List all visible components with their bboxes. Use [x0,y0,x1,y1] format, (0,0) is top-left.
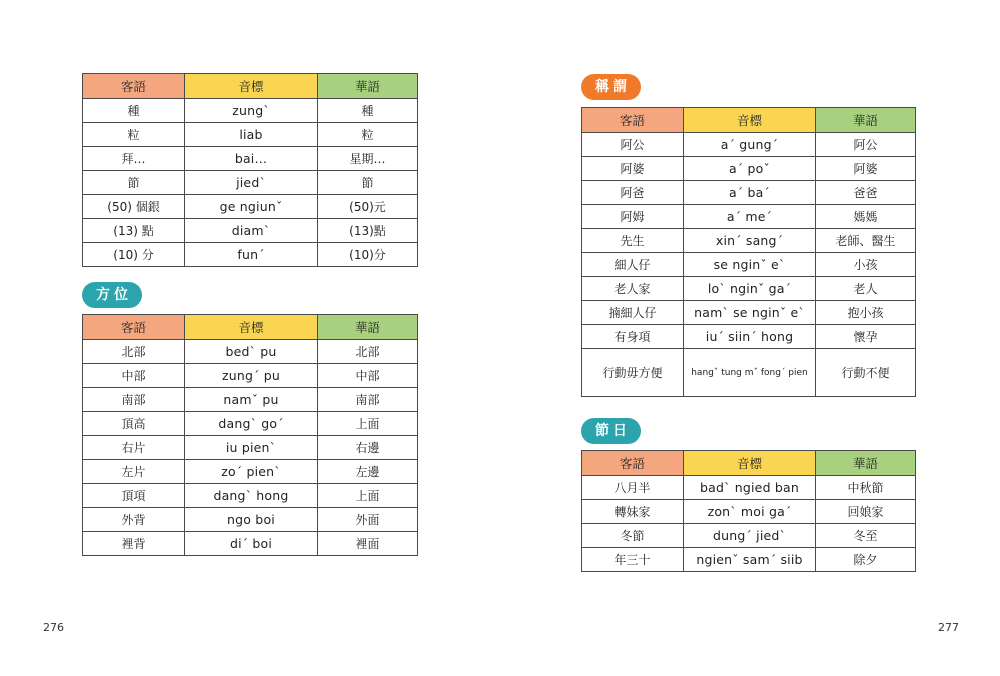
table-row [83,219,418,243]
table-row [582,548,916,572]
cell-hakka: 揇細人仔 [582,301,684,325]
cell-phonetic: liab [185,123,318,147]
cell-hakka: 阿爸 [582,181,684,205]
cell-mandarin: 小孩 [816,253,916,277]
cell-mandarin: 南部 [318,388,418,412]
page-number-left: 276 [43,621,64,634]
cell-phonetic: zoˊ pien` [185,460,318,484]
table-row [582,277,916,301]
cell-phonetic: bed` pu [185,340,318,364]
cell-phonetic: diam` [185,219,318,243]
cell-phonetic: xinˊ sangˊ [684,229,816,253]
table-row [83,436,418,460]
table-row [582,325,916,349]
vocab-table-measure-words [82,73,418,267]
header-hakka: 客語 [582,108,684,133]
cell-hakka: 節 [83,171,185,195]
table-row [83,243,418,267]
cell-mandarin: 媽媽 [816,205,916,229]
cell-hakka: (50) 個銀 [83,195,185,219]
cell-mandarin: 星期… [318,147,418,171]
cell-phonetic: namˇ pu [185,388,318,412]
cell-phonetic: hangˇ tung mˇ fongˊ pien [684,349,816,397]
table-row [83,99,418,123]
cell-mandarin: 阿婆 [816,157,916,181]
table-row [83,460,418,484]
table-row [83,532,418,556]
table-row [83,364,418,388]
table-row [83,412,418,436]
cell-phonetic: ge ngiunˇ [185,195,318,219]
header-mandarin: 華語 [816,451,916,476]
cell-hakka: 老人家 [582,277,684,301]
cell-mandarin: 老師、醫生 [816,229,916,253]
header-mandarin: 華語 [318,74,418,99]
cell-hakka: 先生 [582,229,684,253]
cell-phonetic: jied` [185,171,318,195]
cell-phonetic: bai… [185,147,318,171]
cell-phonetic: ngienˇ samˊ siib [684,548,816,572]
cell-phonetic: dang` goˊ [185,412,318,436]
table-row [83,340,418,364]
table-row [83,171,418,195]
cell-hakka: 拜… [83,147,185,171]
cell-phonetic: dungˊ jied` [684,524,816,548]
cell-hakka: 行動毋方便 [582,349,684,397]
cell-phonetic: ngo boi [185,508,318,532]
cell-phonetic: dang` hong [185,484,318,508]
table-row [582,301,916,325]
header-mandarin: 華語 [318,315,418,340]
section-title-holidays: 節日 [581,418,641,444]
cell-hakka: (10) 分 [83,243,185,267]
cell-mandarin: 粒 [318,123,418,147]
cell-mandarin: 中秋節 [816,476,916,500]
table-row [83,484,418,508]
cell-hakka: 頂高 [83,412,185,436]
cell-hakka: 細人仔 [582,253,684,277]
cell-mandarin: 上面 [318,412,418,436]
cell-phonetic: zung` [185,99,318,123]
cell-hakka: 中部 [83,364,185,388]
cell-mandarin: 回娘家 [816,500,916,524]
cell-mandarin: 右邊 [318,436,418,460]
header-mandarin: 華語 [816,108,916,133]
cell-mandarin: 老人 [816,277,916,301]
cell-hakka: 八月半 [582,476,684,500]
table-row [83,195,418,219]
cell-phonetic: aˊ baˊ [684,181,816,205]
table-row [582,229,916,253]
cell-mandarin: 阿公 [816,133,916,157]
header-phonetic: 音標 [684,451,816,476]
cell-mandarin: 冬至 [816,524,916,548]
table-row [582,181,916,205]
table-row [582,157,916,181]
header-hakka: 客語 [83,315,185,340]
cell-phonetic: funˊ [185,243,318,267]
table-row [582,476,916,500]
table-row [582,205,916,229]
cell-mandarin: 種 [318,99,418,123]
cell-phonetic: aˊ gungˊ [684,133,816,157]
cell-phonetic: bad` ngied ban [684,476,816,500]
table-row [582,349,916,397]
cell-mandarin: (50)元 [318,195,418,219]
cell-phonetic: diˊ boi [185,532,318,556]
header-phonetic: 音標 [185,74,318,99]
section-title-kinship-terms: 稱謂 [581,74,641,100]
cell-hakka: 右片 [83,436,185,460]
vocab-table-kinship-terms [581,107,916,397]
cell-phonetic: nam` se nginˇ e` [684,301,816,325]
cell-hakka: 年三十 [582,548,684,572]
table-row [582,500,916,524]
cell-hakka: 頂項 [83,484,185,508]
table-row [582,524,916,548]
cell-mandarin: 裡面 [318,532,418,556]
cell-hakka: 有身項 [582,325,684,349]
header-phonetic: 音標 [684,108,816,133]
cell-mandarin: (13)點 [318,219,418,243]
cell-hakka: (13) 點 [83,219,185,243]
table-row [83,123,418,147]
table-row [83,508,418,532]
cell-hakka: 阿公 [582,133,684,157]
page-number-right: 277 [938,621,959,634]
cell-hakka: 粒 [83,123,185,147]
cell-mandarin: 爸爸 [816,181,916,205]
cell-hakka: 阿姆 [582,205,684,229]
cell-phonetic: aˊ meˊ [684,205,816,229]
table-row [83,388,418,412]
cell-hakka: 北部 [83,340,185,364]
cell-mandarin: 抱小孩 [816,301,916,325]
cell-hakka: 裡背 [83,532,185,556]
cell-hakka: 轉妹家 [582,500,684,524]
cell-mandarin: 左邊 [318,460,418,484]
cell-hakka: 阿婆 [582,157,684,181]
cell-phonetic: iuˊ siinˊ hong [684,325,816,349]
cell-phonetic: iu pien` [185,436,318,460]
cell-phonetic: lo` nginˇ gaˊ [684,277,816,301]
cell-mandarin: 上面 [318,484,418,508]
cell-hakka: 外背 [83,508,185,532]
cell-mandarin: (10)分 [318,243,418,267]
cell-phonetic: zungˊ pu [185,364,318,388]
cell-mandarin: 除夕 [816,548,916,572]
cell-mandarin: 懷孕 [816,325,916,349]
cell-phonetic: zon` moi gaˊ [684,500,816,524]
cell-phonetic: aˊ poˇ [684,157,816,181]
cell-phonetic: se nginˇ e` [684,253,816,277]
header-hakka: 客語 [582,451,684,476]
cell-mandarin: 行動不便 [816,349,916,397]
cell-mandarin: 北部 [318,340,418,364]
table-row [582,253,916,277]
cell-hakka: 左片 [83,460,185,484]
cell-hakka: 冬節 [582,524,684,548]
header-hakka: 客語 [83,74,185,99]
table-row [582,133,916,157]
header-phonetic: 音標 [185,315,318,340]
vocab-table-directions [82,314,418,556]
vocab-table-holidays [581,450,916,572]
cell-mandarin: 外面 [318,508,418,532]
cell-mandarin: 節 [318,171,418,195]
cell-mandarin: 中部 [318,364,418,388]
cell-hakka: 南部 [83,388,185,412]
cell-hakka: 種 [83,99,185,123]
table-row [83,147,418,171]
section-title-directions: 方位 [82,282,142,308]
